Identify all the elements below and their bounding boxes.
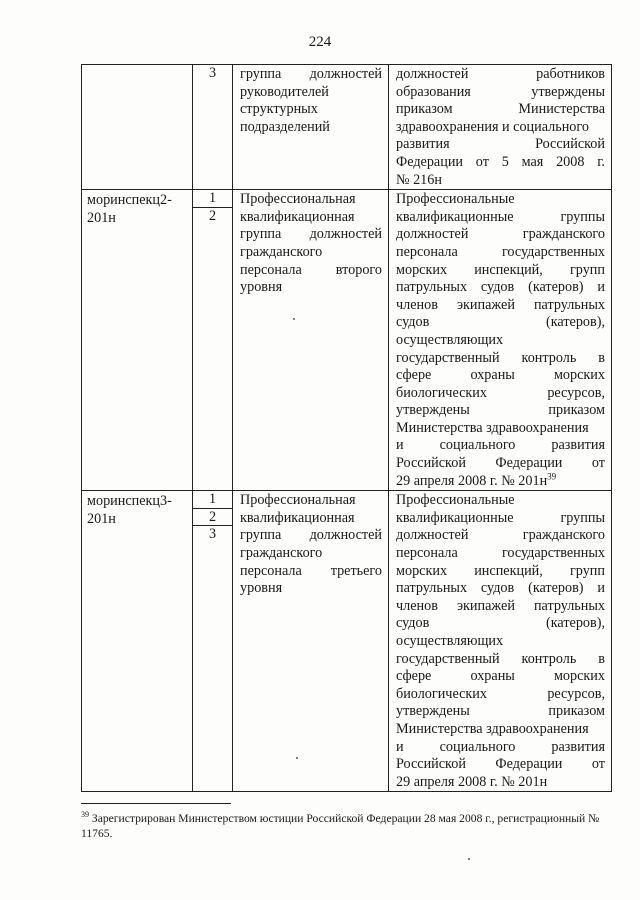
word: группа bbox=[240, 226, 282, 243]
word: (катеров), bbox=[546, 314, 605, 331]
word: осуществляющих bbox=[396, 633, 504, 649]
group-code-cell bbox=[82, 65, 193, 190]
word: Федерации bbox=[396, 153, 464, 170]
word: работников bbox=[536, 66, 605, 82]
word: морских bbox=[396, 261, 448, 278]
group-code: моринспекц3-201н bbox=[87, 493, 172, 527]
level-number: 3 bbox=[208, 526, 217, 543]
word: биологических bbox=[396, 685, 487, 702]
group-name-cell bbox=[233, 190, 389, 491]
word: государственный bbox=[396, 650, 500, 667]
word: Профессиональные bbox=[396, 492, 515, 509]
table-row bbox=[82, 190, 612, 491]
word: гражданского bbox=[240, 545, 323, 562]
legal-basis-cell bbox=[389, 190, 612, 491]
word: охраны bbox=[470, 668, 515, 685]
word: уровня bbox=[240, 580, 283, 597]
word: патрульных bbox=[533, 597, 605, 614]
text-line bbox=[240, 66, 382, 84]
text-line bbox=[240, 279, 382, 297]
word: структурных bbox=[240, 101, 318, 118]
level-cell bbox=[193, 65, 233, 190]
text-line bbox=[396, 633, 605, 651]
word: группы bbox=[560, 208, 605, 225]
text-line bbox=[396, 545, 605, 563]
word: осуществляющих bbox=[396, 331, 504, 348]
word: гражданского bbox=[240, 243, 323, 260]
word: квалификационные bbox=[396, 208, 514, 225]
level-number: 2 bbox=[193, 509, 232, 526]
word: Российской bbox=[396, 455, 466, 472]
word: приказом bbox=[548, 402, 605, 419]
word: в bbox=[598, 650, 605, 667]
text-line bbox=[396, 66, 605, 84]
word: должностей bbox=[309, 66, 382, 82]
text-line bbox=[396, 598, 605, 616]
level-number: 2 bbox=[208, 207, 217, 224]
word: морских bbox=[553, 367, 605, 384]
word: сфере bbox=[396, 668, 432, 685]
scan-speck bbox=[293, 318, 295, 320]
text-line bbox=[396, 563, 605, 581]
word: Российской bbox=[535, 136, 605, 153]
text-line bbox=[396, 385, 605, 403]
word: морских bbox=[553, 668, 605, 685]
word: от bbox=[591, 455, 605, 472]
word: Российской bbox=[396, 756, 466, 773]
word: контроль bbox=[521, 349, 577, 366]
word: № 216н bbox=[396, 171, 442, 188]
group-code-cell bbox=[82, 190, 193, 491]
word: утверждены bbox=[396, 703, 470, 720]
word: государственный bbox=[396, 349, 500, 366]
text-line bbox=[396, 191, 605, 209]
word: персонала bbox=[396, 545, 458, 562]
word: приказом bbox=[396, 101, 453, 118]
word: Министерства здравоохранения bbox=[396, 720, 589, 737]
word: Министерства bbox=[518, 101, 605, 118]
word: членов bbox=[396, 597, 438, 614]
word: г. bbox=[597, 153, 605, 170]
word: групп bbox=[569, 261, 605, 278]
word: 5 bbox=[501, 153, 509, 170]
word: морских bbox=[396, 562, 448, 579]
word: Федерации bbox=[495, 756, 563, 773]
word: мая bbox=[521, 153, 544, 170]
word: судов bbox=[480, 580, 515, 597]
text-line bbox=[396, 119, 605, 137]
text-line bbox=[396, 262, 605, 280]
word: сфере bbox=[396, 367, 432, 384]
scan-speck bbox=[468, 858, 470, 860]
text-line bbox=[396, 402, 605, 420]
word: гражданского bbox=[522, 527, 605, 544]
footnote-rule bbox=[81, 803, 231, 804]
word: должностей bbox=[396, 527, 469, 544]
footnote-mark: 39 bbox=[81, 810, 89, 820]
text-line bbox=[240, 191, 382, 209]
text-line bbox=[240, 580, 382, 598]
word: и bbox=[396, 437, 404, 454]
word: экипажей bbox=[456, 597, 515, 614]
page-number: 224 bbox=[308, 34, 332, 50]
word: контроль bbox=[521, 650, 577, 667]
word: развития bbox=[551, 738, 605, 755]
legal-basis-cell bbox=[389, 65, 612, 190]
word: 29 апреля 2008 г. № 201н bbox=[396, 773, 548, 790]
word: групп bbox=[569, 562, 605, 579]
text-line bbox=[396, 172, 605, 190]
word: инспекций, bbox=[474, 562, 543, 579]
word: судов bbox=[480, 279, 515, 296]
word: должностей bbox=[309, 226, 382, 243]
text-line bbox=[396, 84, 605, 102]
text-line bbox=[396, 510, 605, 528]
text-line bbox=[396, 455, 605, 473]
group-name-cell bbox=[233, 65, 389, 190]
word: утверждены bbox=[531, 83, 605, 100]
word: Профессиональная bbox=[240, 191, 356, 208]
text-line bbox=[396, 297, 605, 315]
level-cell bbox=[193, 190, 233, 491]
footnote-reference: 39 bbox=[547, 470, 557, 481]
word: от bbox=[591, 756, 605, 773]
word: (катеров) bbox=[528, 580, 584, 597]
word: квалификационные bbox=[396, 509, 514, 526]
word: судов bbox=[396, 615, 430, 632]
word: развития bbox=[551, 437, 605, 454]
scan-speck bbox=[296, 757, 298, 759]
word: инспекций, bbox=[474, 261, 543, 278]
text-line bbox=[396, 279, 605, 297]
word: Профессиональные bbox=[396, 191, 515, 208]
word: и bbox=[597, 580, 605, 597]
word: (катеров), bbox=[546, 615, 605, 632]
word: квалификационная bbox=[240, 208, 355, 225]
level-cell bbox=[193, 491, 233, 792]
word: ресурсов, bbox=[547, 384, 605, 401]
word: членов bbox=[396, 296, 438, 313]
table-row bbox=[82, 491, 612, 792]
group-code: моринспекц2-201н bbox=[87, 192, 172, 226]
text-line bbox=[396, 668, 605, 686]
word: и bbox=[597, 279, 605, 296]
text-line bbox=[240, 209, 382, 227]
text-line bbox=[396, 703, 605, 721]
text-line bbox=[240, 119, 382, 137]
word: в bbox=[598, 349, 605, 366]
text-line bbox=[240, 563, 382, 581]
text-line bbox=[396, 492, 605, 510]
word: ресурсов, bbox=[547, 685, 605, 702]
text-line bbox=[396, 350, 605, 368]
word: квалификационная bbox=[240, 509, 355, 526]
text-line bbox=[396, 154, 605, 172]
word: и bbox=[396, 738, 404, 755]
word: группы bbox=[560, 509, 605, 526]
word: (катеров) bbox=[528, 279, 584, 296]
level-number: 1 bbox=[193, 491, 232, 508]
text-line bbox=[396, 739, 605, 757]
legal-basis-cell bbox=[389, 491, 612, 792]
word: второго bbox=[335, 261, 382, 278]
word: гражданского bbox=[522, 226, 605, 243]
text-line bbox=[396, 470, 605, 491]
word: персонала bbox=[396, 243, 458, 260]
word: развития bbox=[396, 136, 450, 153]
word: приказом bbox=[548, 703, 605, 720]
word: группа bbox=[240, 527, 282, 544]
text-line bbox=[240, 226, 382, 244]
word: 2008 bbox=[556, 153, 585, 170]
word: судов bbox=[396, 314, 430, 331]
qualification-table bbox=[81, 64, 612, 792]
word: персонала bbox=[240, 261, 302, 278]
footnote bbox=[81, 811, 601, 841]
text-line bbox=[396, 774, 605, 792]
word: группа bbox=[240, 66, 282, 82]
word: должностей bbox=[309, 527, 382, 544]
text-line bbox=[240, 84, 382, 102]
text-line bbox=[240, 262, 382, 280]
text-line bbox=[396, 367, 605, 385]
word: Федерации bbox=[495, 455, 563, 472]
word: уровня bbox=[240, 279, 283, 296]
word: государственных bbox=[501, 243, 605, 260]
text-line bbox=[240, 545, 382, 563]
text-line bbox=[240, 492, 382, 510]
word: государственных bbox=[501, 545, 605, 562]
text-line bbox=[396, 721, 605, 739]
text-line bbox=[396, 226, 605, 244]
word: социального bbox=[439, 437, 516, 454]
text-line bbox=[396, 756, 605, 774]
table-row bbox=[82, 65, 612, 190]
text-line bbox=[396, 437, 605, 455]
text-line bbox=[396, 615, 605, 633]
word: должностей bbox=[396, 66, 469, 82]
text-line bbox=[240, 244, 382, 262]
word: социального bbox=[439, 738, 516, 755]
word: 29 апреля 2008 г. № 201н bbox=[396, 472, 548, 489]
word: Профессиональная bbox=[240, 492, 356, 509]
text-line bbox=[240, 527, 382, 545]
word: патрульных bbox=[396, 279, 468, 296]
word: утверждены bbox=[396, 402, 470, 419]
word: образования bbox=[396, 83, 471, 100]
word: экипажей bbox=[456, 296, 515, 313]
word: персонала bbox=[240, 562, 302, 579]
text-line bbox=[240, 101, 382, 119]
text-line bbox=[396, 420, 605, 438]
text-line bbox=[396, 580, 605, 598]
word: патрульных bbox=[533, 296, 605, 313]
word: Министерства здравоохранения bbox=[396, 419, 589, 436]
text-line bbox=[396, 686, 605, 704]
text-line bbox=[240, 510, 382, 528]
word: здравоохранения и социального bbox=[396, 118, 589, 135]
group-name-cell bbox=[233, 491, 389, 792]
text-line bbox=[396, 527, 605, 545]
word: от bbox=[475, 153, 489, 170]
word: биологических bbox=[396, 384, 487, 401]
text-line bbox=[396, 314, 605, 332]
word: должностей bbox=[396, 226, 469, 243]
text-line bbox=[396, 136, 605, 154]
word: патрульных bbox=[396, 580, 468, 597]
text-line bbox=[396, 332, 605, 350]
text-line bbox=[396, 244, 605, 262]
word: подразделений bbox=[240, 118, 330, 135]
text-line bbox=[396, 101, 605, 119]
level-number: 3 bbox=[208, 65, 217, 81]
word: руководителей bbox=[240, 83, 329, 100]
text-line bbox=[396, 209, 605, 227]
group-code-cell bbox=[82, 491, 193, 792]
text-line bbox=[396, 651, 605, 669]
word: третьего bbox=[330, 562, 382, 579]
footnote-text: Зарегистрирован Министерством юстиции Российской Федерации 28 мая 2008 г., регистрационный № 11765. bbox=[81, 812, 600, 840]
level-number: 1 bbox=[193, 190, 232, 207]
word: охраны bbox=[470, 367, 515, 384]
